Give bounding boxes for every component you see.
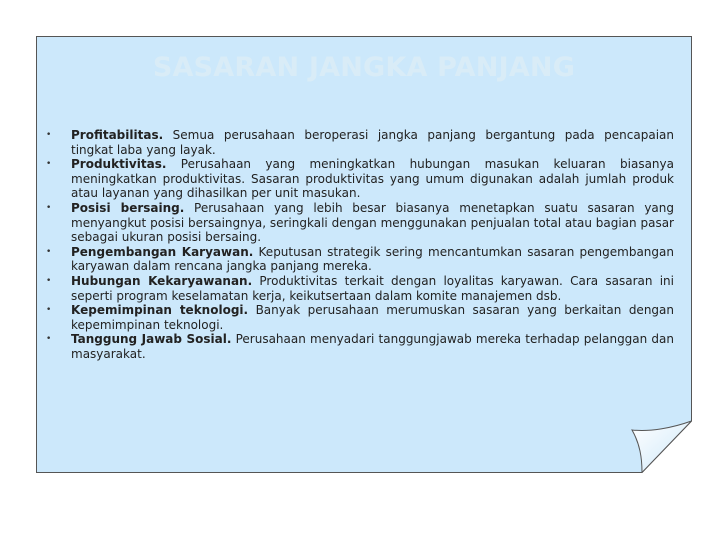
- list-item-profitabilitas: [46, 128, 674, 157]
- item-text: Perusahaan menyadari tanggungjawab mereka terhadap pelanggan dan masyarakat.: [71, 332, 674, 361]
- item-text: Produktivitas terkait dengan loyalitas karyawan. Cara sasaran ini seperti program keselamatan kerja, keikutsertaan dalam komite manajemen dsb.: [71, 273, 674, 303]
- item-term: Tanggung Jawab Sosial.: [71, 332, 232, 347]
- bullet-icon: •: [46, 305, 52, 316]
- slide-title: SASARAN JANGKA PANJANG: [152, 52, 576, 83]
- item-text: Keputusan strategik sering mencantumkan sasaran pengembangan karyawan dalam rencana jangka panjang mereka.: [71, 244, 674, 274]
- item-text: Perusahaan yang meningkatkan hubungan masukan keluaran biasanya meningkatkan produktivitas. Sasaran produktivitas yang umum digunakan adalah jumlah produk atau layanan yang dihasilkan per unit masukan.: [71, 157, 674, 201]
- bullet-icon: •: [46, 246, 52, 257]
- bullet-icon: •: [46, 334, 52, 345]
- list-item-hubungan-kekaryawanan: [46, 274, 674, 303]
- item-term: Profitabilitas.: [71, 128, 164, 142]
- item-term: Kepemimpinan teknologi.: [71, 303, 249, 318]
- list-item-produktivitas: [46, 157, 674, 201]
- item-term: Posisi bersaing.: [71, 200, 185, 215]
- item-text: Banyak perusahaan merumuskan sasaran yang berkaitan dengan kepemimpinan teknologi.: [71, 303, 674, 332]
- bullet-icon: •: [46, 275, 52, 286]
- list-item-posisi-bersaing: [46, 201, 674, 245]
- list-item-pengembangan-karyawan: [46, 245, 674, 274]
- item-text: Perusahaan yang lebih besar biasanya menetapkan suatu sasaran yang menyangkut posisi bersaingnya, seringkali dengan menggunakan penjualan total atau bagian pasar sebagai ukuran posisi bersaing.: [71, 200, 675, 245]
- list-item-kepemimpinan-teknologi: [46, 303, 674, 332]
- item-term: Produktivitas.: [71, 157, 167, 172]
- item-term: Hubungan Kekaryawanan.: [71, 273, 253, 288]
- item-text: Semua perusahaan beroperasi jangka panjang bergantung pada pencapaian tingkat laba yang layak.: [71, 128, 674, 157]
- bullet-icon: •: [46, 159, 52, 170]
- bullet-icon: •: [46, 130, 52, 140]
- objectives-list: [46, 128, 674, 362]
- sticky-note-panel: [36, 36, 692, 473]
- bullet-icon: •: [46, 202, 52, 213]
- item-term: Pengembangan Karyawan.: [71, 244, 254, 259]
- list-item-tanggung-jawab-sosial: [46, 332, 674, 361]
